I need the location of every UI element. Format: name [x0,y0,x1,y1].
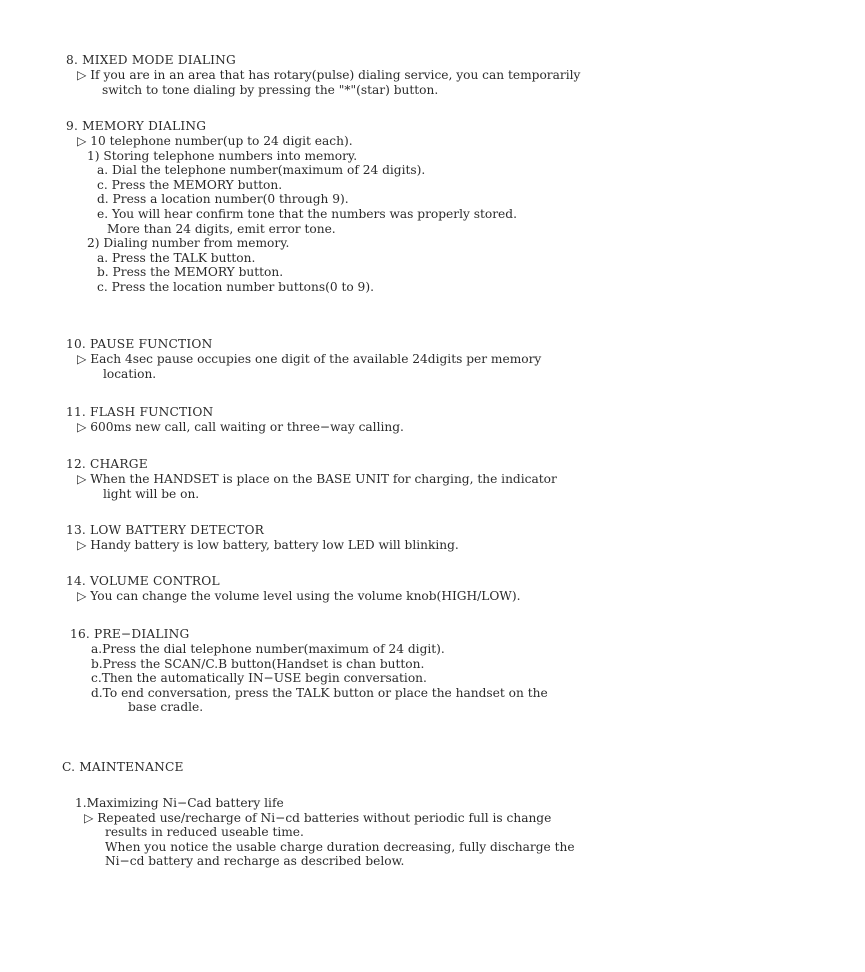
section-low-battery-detector [66,522,786,553]
section-title: 11. FLASH FUNCTION [66,405,214,419]
step-line: d. Press a location number(0 through 9). [97,192,349,207]
body-line: ▷ Each 4sec pause occupies one digit of the available 24digits per memory [77,352,542,366]
body-line: Ni−cd battery and recharge as described below. [105,854,405,869]
section-title: 14. VOLUME CONTROL [66,574,220,588]
step-line: a. Dial the telephone number(maximum of 24 digits). [97,163,426,178]
section-mixed-mode-dialing [66,52,786,97]
body-line: ▷ 600ms new call, call waiting or three−way calling. [77,420,404,434]
step-line: c. Press the MEMORY button. [97,177,283,192]
section-flash-function [66,404,786,435]
maintenance-item: 1.Maximizing Ni−Cad battery life [75,796,284,810]
body-line: ▷ 10 telephone number(up to 24 digit each). [77,134,353,148]
section-charge [66,456,786,501]
step-line: d.To end conversation, press the TALK button or place the handset on the [91,685,548,700]
body-line: When you notice the usable charge duration decreasing, fully discharge the [105,839,575,854]
step-line: base cradle. [128,700,204,715]
section-pause-function [66,336,786,381]
body-line: light will be on. [103,486,200,501]
section-title: 10. PAUSE FUNCTION [66,337,213,351]
body-line: ▷ You can change the volume level using the volume knob(HIGH/LOW). [77,589,521,603]
body-line: ▷ If you are in an area that has rotary(pulse) dialing service, you can temporarily [77,68,581,82]
section-volume-control [66,573,786,604]
step-line: a.Press the dial telephone number(maximum of 24 digit). [91,642,445,656]
step-line: a. Press the TALK button. [97,250,256,265]
section-title: 16. PRE−DIALING [70,627,190,641]
section-title: 13. LOW BATTERY DETECTOR [66,523,265,537]
subheading: 1) Storing telephone numbers into memory. [87,148,358,163]
body-line: ▷ When the HANDSET is place on the BASE UNIT for charging, the indicator [77,472,557,486]
body-line: location. [103,366,157,381]
section-maintenance-title [62,759,782,775]
section-title: C. MAINTENANCE [62,760,184,774]
section-title: 12. CHARGE [66,457,148,471]
body-line: ▷ Repeated use/recharge of Ni−cd batteries without periodic full is change [84,810,552,825]
section-title: 8. MIXED MODE DIALING [66,53,236,67]
section-maintenance [75,796,795,869]
section-pre-dialing [70,626,790,715]
section-memory-dialing [66,118,786,295]
step-line: b. Press the MEMORY button. [97,265,284,280]
step-line: c. Press the location number buttons(0 to 9). [97,279,374,294]
body-line: results in reduced useable time. [105,825,304,840]
step-line: More than 24 digits, emit error tone. [107,221,336,236]
body-line: switch to tone dialing by pressing the "*"(star) button. [102,82,439,97]
step-line: e. You will hear confirm tone that the numbers was properly stored. [97,206,517,221]
step-line: c.Then the automatically IN−USE begin conversation. [91,671,427,686]
subheading: 2) Dialing number from memory. [87,236,290,251]
step-line: b.Press the SCAN/C.B button(Handset is chan button. [91,656,425,671]
body-line: ▷ Handy battery is low battery, battery low LED will blinking. [77,538,459,552]
section-title: 9. MEMORY DIALING [66,119,207,133]
